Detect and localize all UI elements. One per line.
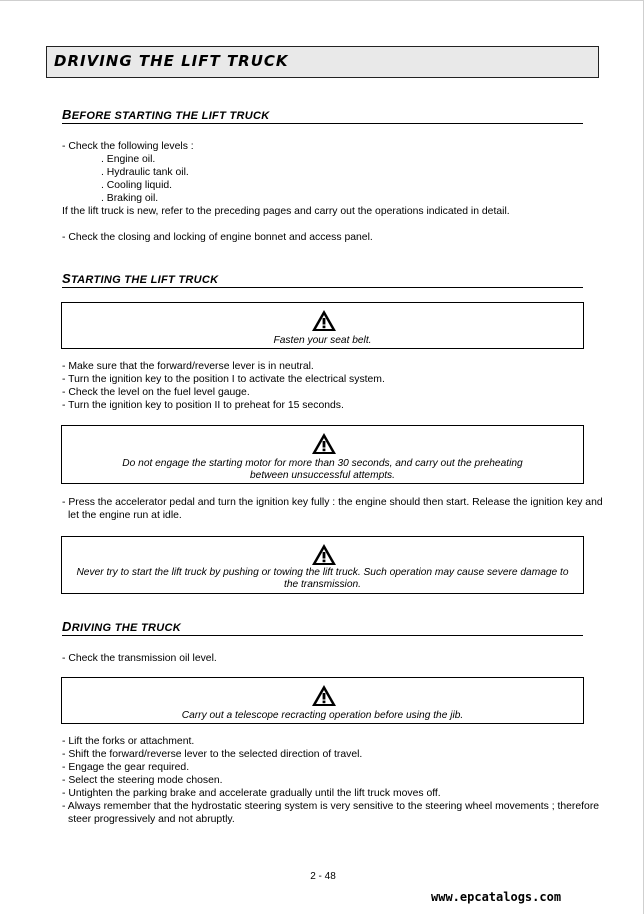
bonnet-check: - Check the closing and locking of engine bonnet and access panel. [62,232,373,243]
warning-box-starting-motor [61,425,584,484]
warning-box-towing [61,536,584,594]
press-accelerator-line-2: let the engine run at idle. [68,510,182,521]
warning-triangle-icon [311,543,337,566]
section-heading-driving [62,620,583,636]
steering-warning-line: - Always remember that the hydrostatic steering system is very sensitive to the steering wheel movements ; therefore [62,801,600,812]
level-item: . Cooling liquid. [101,180,173,191]
heading-rest: TARTING THE LIFT TRUCK [70,274,219,286]
check-levels-intro: - Check the following levels : [62,141,194,152]
page-title: DRIVING THE LIFT TRUCK [54,52,289,70]
drive-step: - Lift the forks or attachment. [62,736,195,747]
warning-text: Carry out a telescope recracting operation before using the jib. [181,710,464,721]
drive-step: - Engage the gear required. [62,762,190,773]
warning-text: Do not engage the starting motor for more than 30 seconds, and carry out the preheating between unsuccessful attempts. [122,458,523,481]
start-step: - Make sure that the forward/reverse lever is in neutral. [62,361,314,372]
warning-box-seat-belt [61,302,584,349]
new-truck-note: If the lift truck is new, refer to the preceding pages and carry out the operations indicated in detail. [62,206,510,217]
start-step: - Check the level on the fuel level gauge. [62,387,250,398]
warning-triangle-icon [311,432,337,455]
press-accelerator-line: - Press the accelerator pedal and turn the ignition key fully : the engine should then start. Release the ignition key and [62,497,603,508]
warning-box-telescope [61,677,584,724]
drive-step: - Select the steering mode chosen. [62,775,223,786]
heading-initial: D [62,619,72,634]
start-step: - Turn the ignition key to position II to preheat for 15 seconds. [62,400,344,411]
level-item: . Engine oil. [101,154,156,165]
drive-step: - Shift the forward/reverse lever to the selected direction of travel. [62,749,363,760]
heading-rest: EFORE STARTING THE LIFT TRUCK [71,110,270,122]
level-item: . Hydraulic tank oil. [101,167,189,178]
heading-initial: B [62,107,72,122]
warning-triangle-icon [311,684,337,707]
start-step: - Turn the ignition key to the position I to activate the electrical system. [62,374,385,385]
heading-rest: RIVING THE TRUCK [71,622,182,634]
section-heading-starting [62,272,583,288]
watermark-link[interactable]: www.epcatalogs.com [431,890,562,904]
level-item: . Braking oil. [101,193,159,204]
steering-warning-line-2: steer progressively and not abruptly. [68,814,235,825]
section-heading-before-starting [62,108,583,124]
transmission-check: - Check the transmission oil level. [62,653,217,664]
heading-initial: S [62,271,71,286]
warning-text: Fasten your seat belt. [273,335,372,346]
drive-step: - Untighten the parking brake and accelerate gradually until the lift truck moves off. [62,788,441,799]
page-title-box [46,46,599,78]
page-number: 2 - 48 [310,871,336,882]
warning-triangle-icon [311,309,337,332]
warning-text: Never try to start the lift truck by pushing or towing the lift truck. Such operation may cause severe damage to the transmission. [76,567,569,590]
